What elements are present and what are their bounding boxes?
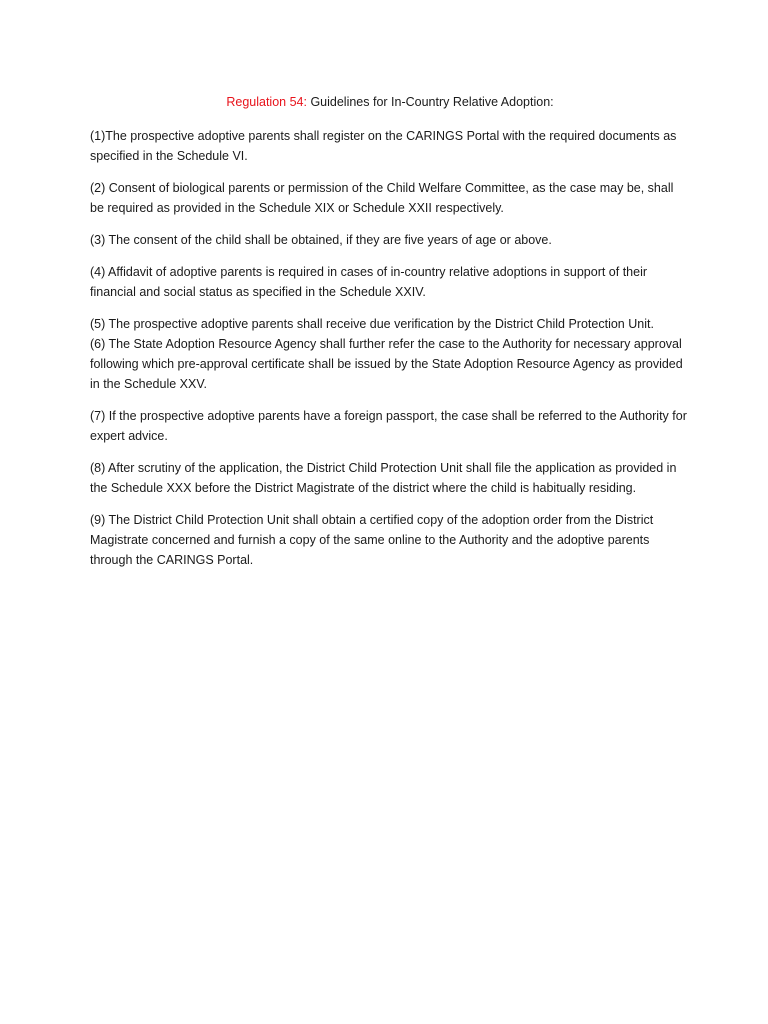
clause-6: (6) The State Adoption Resource Agency shall further refer the case to the Authority for necessary approval following which pre-approval certificate shall be issued by the State Adoption Resource Agency as provided in the Schedule XXV. bbox=[90, 337, 683, 391]
regulation-heading bbox=[90, 92, 690, 112]
regulation-number: Regulation 54: bbox=[226, 95, 307, 109]
clause-9: (9) The District Child Protection Unit shall obtain a certified copy of the adoption order from the District Magistrate concerned and furnish a copy of the same online to the Authority and the adoptive parents through the CARINGS Portal. bbox=[90, 513, 654, 567]
regulation-title: Guidelines for In-Country Relative Adoption: bbox=[306, 95, 554, 109]
clause-2: (2) Consent of biological parents or permission of the Child Welfare Committee, as the case may be, shall be required as provided in the Schedule XIX or Schedule XXII respectively. bbox=[90, 181, 674, 215]
document-page bbox=[90, 92, 690, 582]
clause-5: (5) The prospective adoptive parents shall receive due verification by the District Child Protection Unit. bbox=[90, 317, 654, 331]
clause-4: (4) Affidavit of adoptive parents is required in cases of in-country relative adoptions in support of their financial and social status as specified in the Schedule XXIV. bbox=[90, 265, 648, 299]
clause-3: (3) The consent of the child shall be obtained, if they are five years of age or above. bbox=[90, 233, 552, 247]
clause-8: (8) After scrutiny of the application, the District Child Protection Unit shall file the application as provided in the Schedule XXX before the District Magistrate of the district where the child is habitually residing. bbox=[90, 461, 677, 495]
clause-7: (7) If the prospective adoptive parents have a foreign passport, the case shall be referred to the Authority for expert advice. bbox=[90, 409, 687, 443]
clause-1: (1)The prospective adoptive parents shall register on the CARINGS Portal with the required documents as specified in the Schedule VI. bbox=[90, 129, 677, 163]
